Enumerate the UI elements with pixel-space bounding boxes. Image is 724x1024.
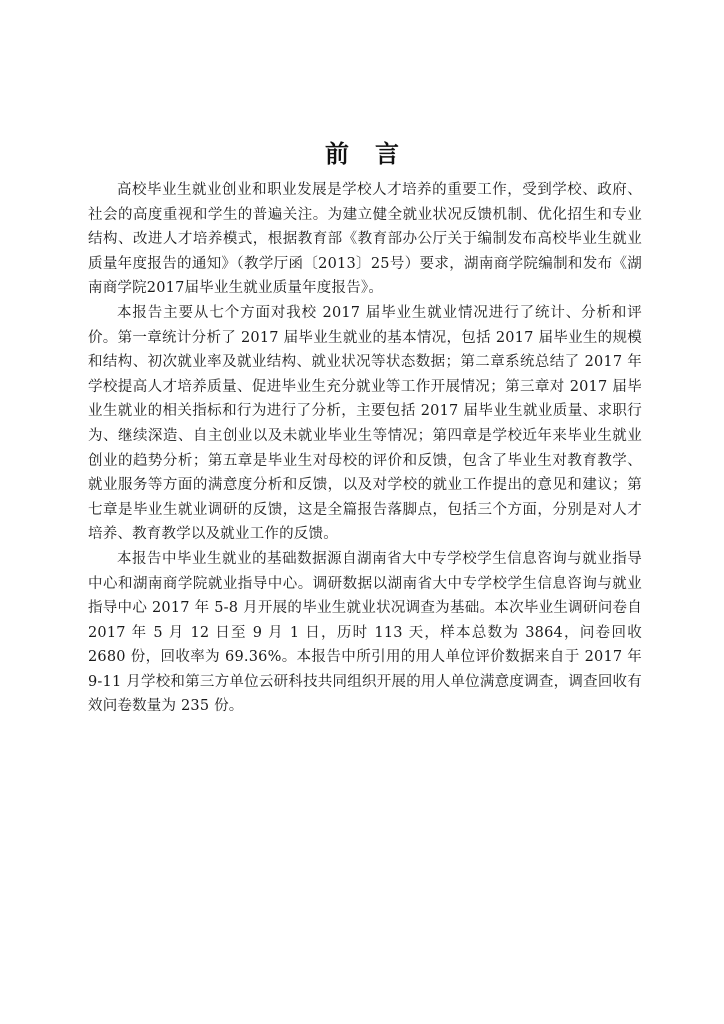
paragraph-data-source: 本报告中毕业生就业的基础数据源自湖南省大中专学校学生信息咨询与就业指导中心和湖南商学院就业指导中心。调研数据以湖南省大中专学校学生信息咨询与就业指导中心 2017 年 5-8 月开展的毕业生就业状况调查为基础。本次毕业生调研问卷自 2017 年 5 月 12 日至 9 月 1 日，历时 113 天，样本总数为 3864，问卷回收 2680 份，回收率为 69.36%。本报告中所引用的用人单位评价数据来自于 2017 年 9-11 月学校和第三方单位云研科技共同组织开展的用人单位满意度调查，调查回收有效问卷数量为 235 份。 — [88, 550, 642, 715]
paragraph-intro: 高校毕业生就业创业和职业发展是学校人才培养的重要工作，受到学校、政府、社会的高度重视和学生的普遍关注。为建立健全就业状况反馈机制、优化招生和专业结构、改进人才培养模式，根据教育部《教育部办公厅关于编制发布高校毕业生就业质量年度报告的通知》（教学厅函〔2013〕25号）要求，湖南商学院编制和发布《湖南商学院2017届毕业生就业质量年度报告》。 — [88, 182, 642, 297]
page-title: 前言 — [325, 140, 425, 168]
document-body — [88, 178, 642, 719]
paragraph-structure: 本报告主要从七个方面对我校 2017 届毕业生就业情况进行了统计、分析和评价。第一章统计分析了 2017 届毕业生就业的基本情况，包括 2017 届毕业生的规模和结构、初次就业率及就业结构、就业状况等状态数据；第二章系统总结了 2017 年学校提高人才培养质量、促进毕业生充分就业等工作开展情况；第三章对 2017 届毕业生就业的相关指标和行为进行了分析，主要包括 2017 届毕业生就业质量、求职行为、继续深造、自主创业以及未就业毕业生等情况；第四章是学校近年来毕业生就业创业的趋势分析；第五章是毕业生对母校的评价和反馈，包含了毕业生对教育教学、就业服务等方面的满意度分析和反馈，以及对学校的就业工作提出的意见和建议；第七章是毕业生就业调研的反馈，这是全篇报告落脚点，包括三个方面，分别是对人才培养、教育教学以及就业工作的反馈。 — [88, 304, 642, 543]
